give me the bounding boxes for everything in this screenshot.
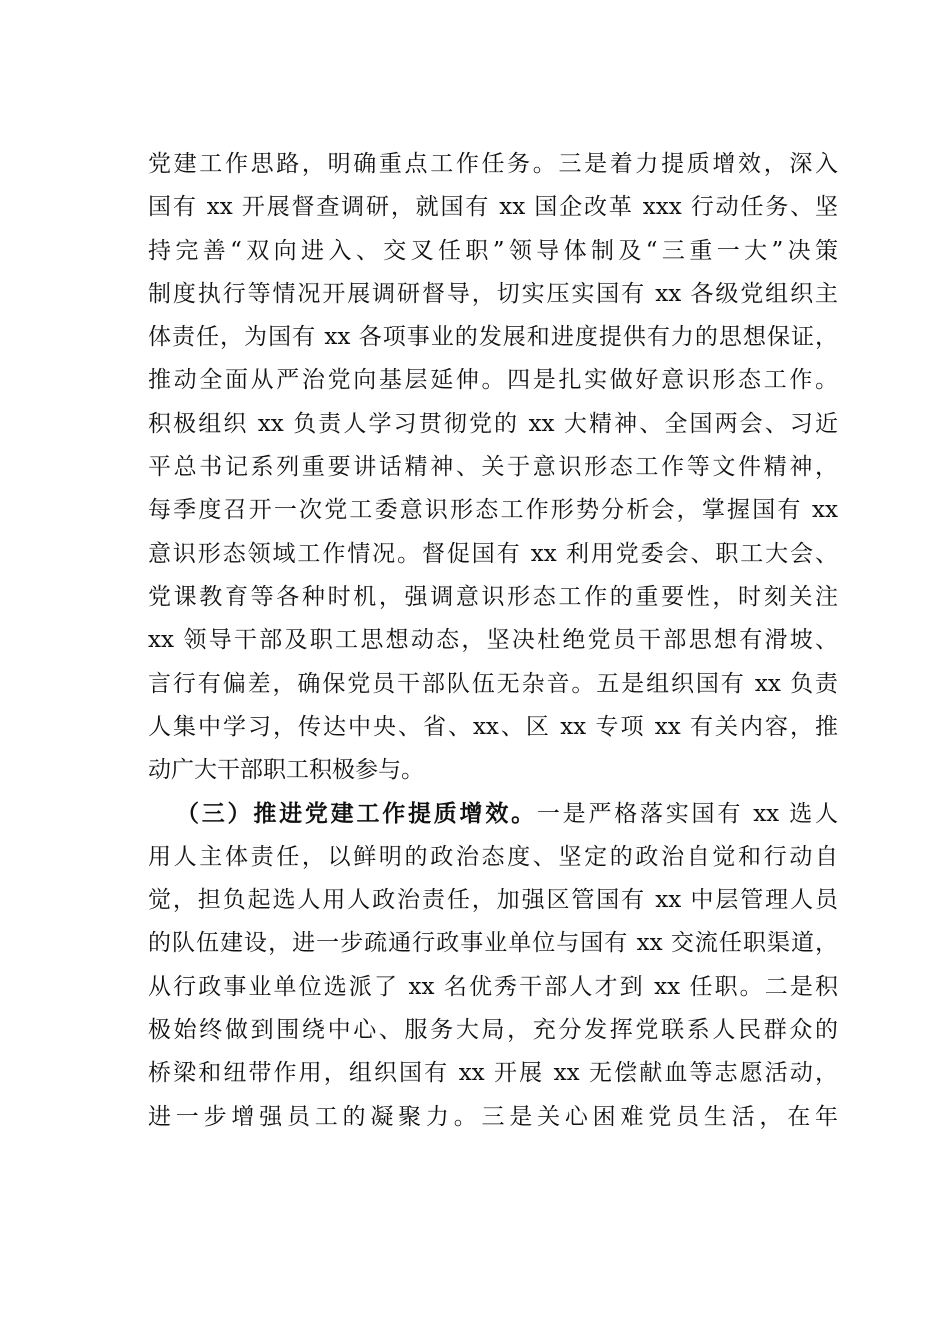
text-line: 从行政事业单位选派了 xx 名优秀干部人才到 xx 任职。二是积 [148, 973, 838, 1000]
section-heading-line [148, 792, 838, 835]
text-line: 的队伍建设，进一步疏通行政事业单位与国有 xx 交流任职渠道， [148, 930, 838, 957]
document-body [148, 143, 838, 1139]
text-line: 推动全面从严治党向基层延伸。四是扎实做好意识形态工作。 [148, 367, 838, 394]
text-line: 国有 xx 开展督查调研，就国有 xx 国企改革 xxx 行动任务、坚 [148, 194, 838, 221]
text-line: 极始终做到围绕中心、服务大局，充分发挥党联系人民群众的 [148, 1016, 838, 1043]
text-line: 桥梁和纽带作用，组织国有 xx 开展 xx 无偿献血等志愿活动， [148, 1060, 838, 1087]
section-heading-rest: 一是严格落实国有 xx 选人 [536, 801, 838, 828]
text-line: 体责任，为国有 xx 各项事业的发展和进度提供有力的思想保证， [148, 324, 838, 351]
text-line: 每季度召开一次党工委意识形态工作形势分析会，掌握国有 xx [148, 497, 838, 524]
text-line: 党建工作思路，明确重点工作任务。三是着力提质增效，深入 [148, 151, 838, 177]
text-line: 党课教育等各种时机，强调意识形态工作的重要性，时刻关注 [148, 583, 838, 610]
text-line: 积极组织 xx 负责人学习贯彻党的 xx 大精神、全国两会、习近 [148, 410, 838, 437]
section-heading: （三）推进党建工作提质增效。 [176, 800, 537, 828]
text-line: 动广大干部职工积极参与。 [148, 757, 424, 784]
text-line: 持完善“双向进入、交叉任职”领导体制及“三重一大”决策 [148, 237, 838, 264]
text-line: 进一步增强员工的凝聚力。三是关心困难党员生活，在年 [148, 1103, 838, 1130]
text-line: 平总书记系列重要讲话精神、关于意识形态工作等文件精神， [148, 454, 838, 481]
text-line: 言行有偏差，确保党员干部队伍无杂音。五是组织国有 xx 负责 [148, 670, 838, 697]
text-line: 意识形态领域工作情况。督促国有 xx 利用党委会、职工大会、 [148, 540, 838, 567]
text-line: 用人主体责任，以鲜明的政治态度、坚定的政治自觉和行动自 [148, 843, 838, 870]
text-line: xx 领导干部及职工思想动态，坚决杜绝党员干部思想有滑坡、 [148, 627, 838, 654]
text-line: 制度执行等情况开展调研督导，切实压实国有 xx 各级党组织主 [148, 280, 838, 307]
text-line: 人集中学习，传达中央、省、xx、区 xx 专项 xx 有关内容，推 [148, 713, 838, 740]
text-line: 觉，担负起选人用人政治责任，加强区管国有 xx 中层管理人员 [148, 887, 838, 914]
